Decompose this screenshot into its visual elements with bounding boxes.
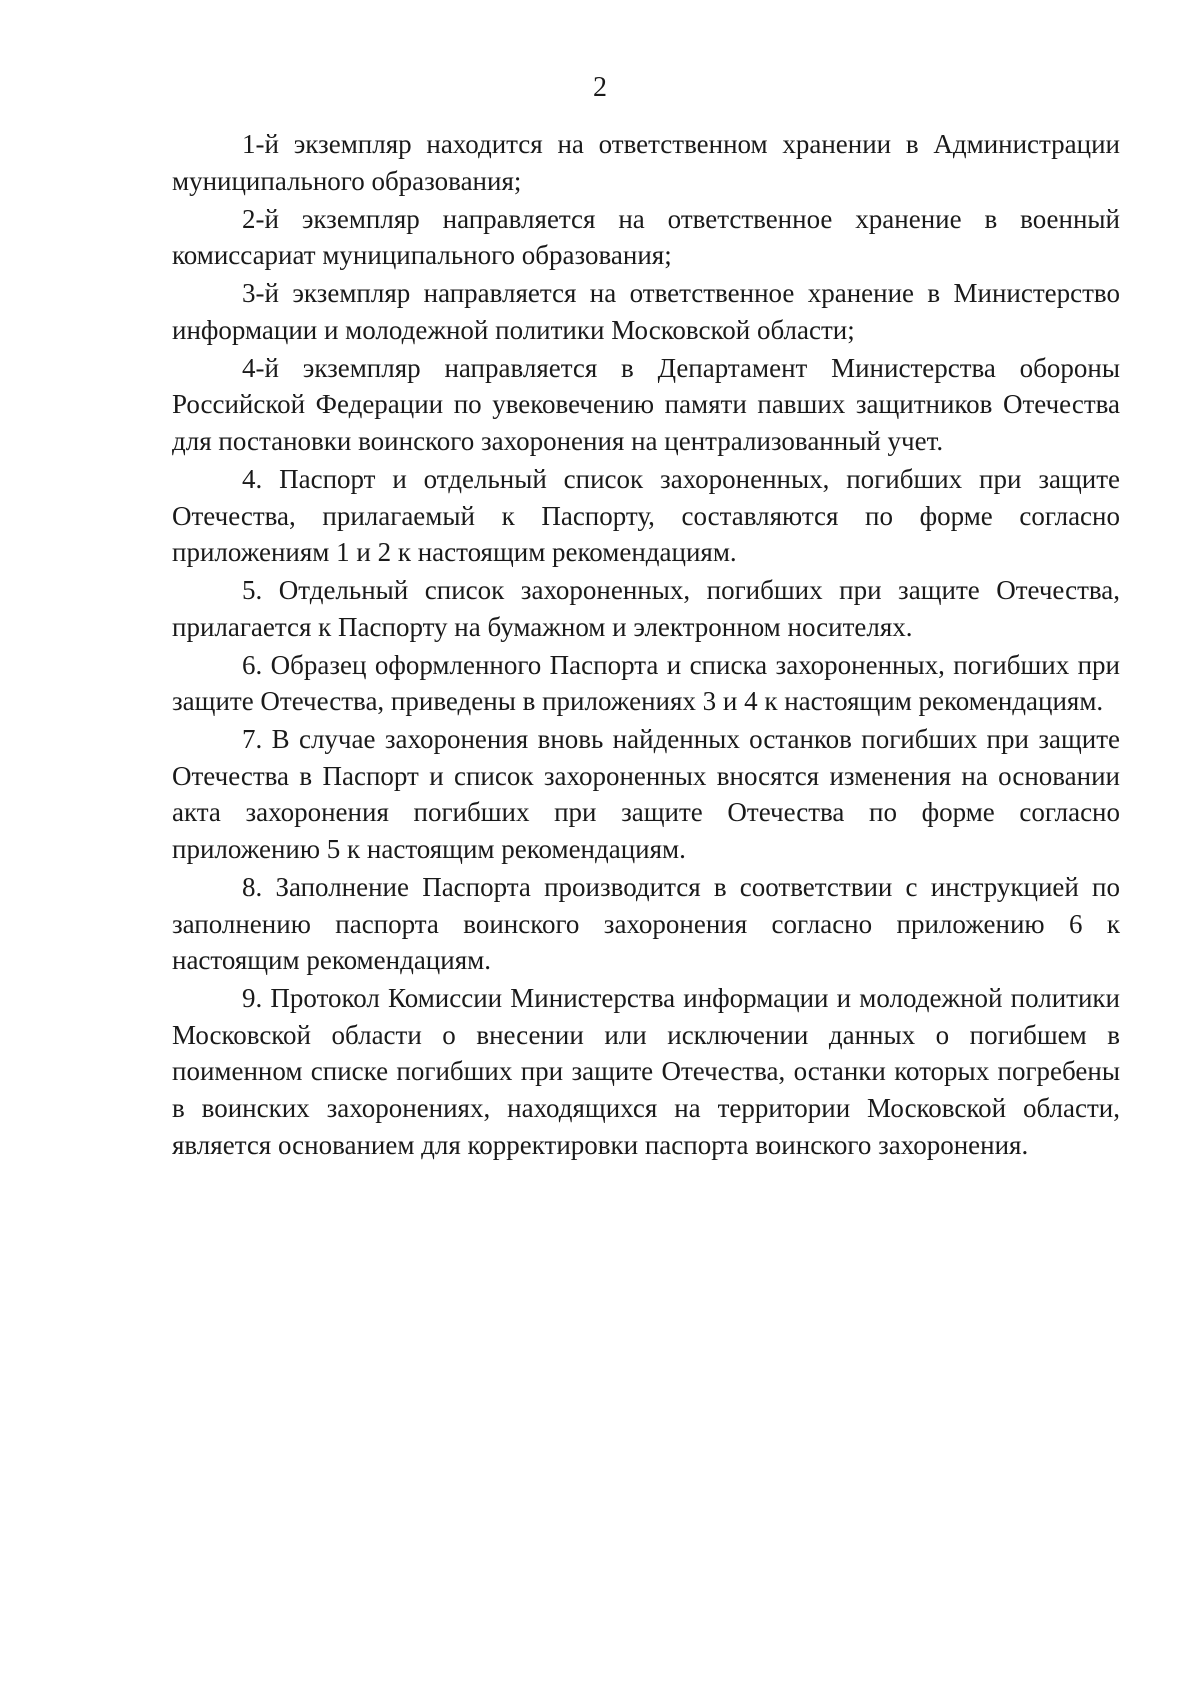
paragraph-copy-3: 3-й экземпляр направляется на ответственное хранение в Министерство информации и молодежной политики Московской области; <box>172 278 1120 345</box>
page-number: 2 <box>593 72 607 103</box>
paragraph-item-4: 4. Паспорт и отдельный список захороненных, погибших при защите Отечества, прилагаемый к Паспорту, составляются по форме согласно приложениям 1 и 2 к настоящим рекомендациям. <box>172 463 1120 568</box>
paragraph-copy-2: 2-й экземпляр направляется на ответственное хранение в военный комиссариат муниципального образования; <box>172 203 1120 271</box>
paragraph-copy-4: 4-й экземпляр направляется в Департамент Министерства обороны Российской Федерации по увековечению памяти павших защитников Отечества для постановки воинского захоронения на централизованный учет. <box>172 352 1120 456</box>
paragraph-item-9: 9. Протокол Комиссии Министерства информации и молодежной политики Московской области о внесении или исключении данных о погибшем в поименном списке погибших при защите Отечества, останки которых погребены в воинских захоронениях, находящихся на территории Московской области, является основанием для корректировки паспорта воинского захоронения. <box>172 983 1120 1160</box>
paragraph-item-5: 5. Отдельный список захороненных, погибших при защите Отечества, прилагается к Паспорту на бумажном и электронном носителях. <box>172 575 1120 642</box>
paragraph-item-6: 6. Образец оформленного Паспорта и списка захороненных, погибших при защите Отечества, приведены в приложениях 3 и 4 к настоящим рекомендациям. <box>172 649 1120 717</box>
paragraph-item-7: 7. В случае захоронения вновь найденных останков погибших при защите Отечества в Паспорт и список захороненных вносятся изменения на основании акта захоронения погибших при защите Отечества по форме согласно приложению 5 к настоящим рекомендациям. <box>172 724 1120 865</box>
document-body <box>172 126 1120 1165</box>
paragraph-item-8: 8. Заполнение Паспорта производится в соответствии с инструкцией по заполнению паспорта воинского захоронения согласно приложению 6 к настоящим рекомендациям. <box>172 872 1120 976</box>
paragraph-copy-1: 1-й экземпляр находится на ответственном хранении в Администрации муниципального образования; <box>172 129 1120 196</box>
